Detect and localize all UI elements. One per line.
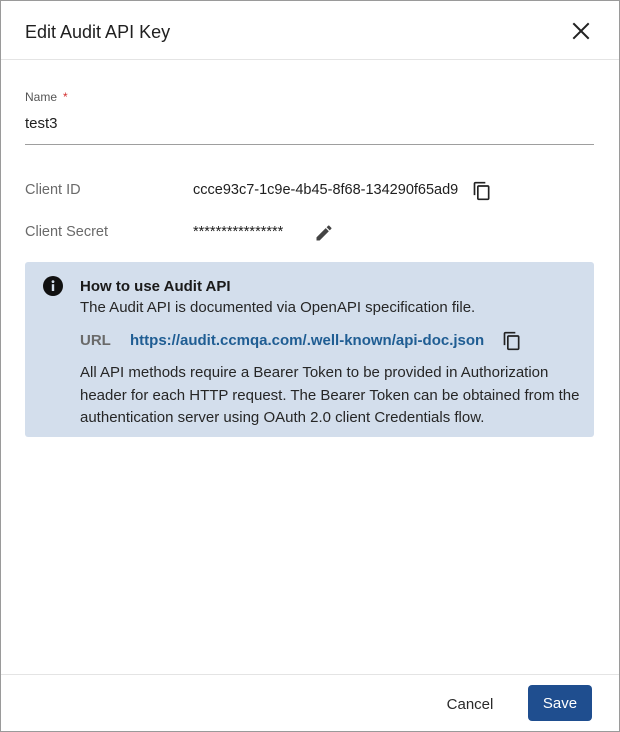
edit-client-secret-button[interactable] bbox=[314, 223, 334, 243]
info-icon bbox=[43, 276, 63, 296]
client-id-label: Client ID bbox=[25, 182, 81, 198]
copy-url-button[interactable] bbox=[502, 331, 522, 351]
name-input[interactable] bbox=[25, 111, 594, 145]
close-button[interactable] bbox=[569, 19, 593, 43]
client-id-value: ccce93c7-1c9e-4b45-8f68-134290f65ad9 bbox=[193, 182, 459, 198]
url-label: URL bbox=[80, 332, 111, 349]
dialog-title: Edit Audit API Key bbox=[25, 22, 171, 42]
name-label: Name * bbox=[25, 90, 68, 104]
dialog-header bbox=[1, 1, 619, 60]
copy-icon bbox=[472, 181, 492, 201]
client-secret-label: Client Secret bbox=[25, 224, 109, 240]
info-panel bbox=[25, 262, 594, 437]
info-heading: How to use Audit API bbox=[80, 278, 231, 295]
info-body: All API methods require a Bearer Token to be provided in Authorization header for each HTTP request. The Bearer Token can be obtained from the authentication server using OAuth 2.0 client Credentials flow. bbox=[80, 364, 580, 426]
info-description: The Audit API is documented via OpenAPI specification file. bbox=[80, 299, 476, 316]
client-secret-value: **************** bbox=[193, 224, 284, 240]
api-doc-link[interactable]: https://audit.ccmqa.com/.well-known/api-doc.json bbox=[130, 332, 485, 349]
cancel-button[interactable]: Cancel bbox=[433, 686, 507, 722]
close-icon bbox=[569, 19, 593, 43]
dialog-footer bbox=[1, 674, 619, 732]
required-mark: * bbox=[63, 90, 68, 104]
save-button[interactable]: Save bbox=[528, 685, 592, 721]
copy-icon bbox=[502, 331, 522, 351]
copy-client-id-button[interactable] bbox=[472, 181, 492, 201]
pencil-icon bbox=[314, 223, 334, 243]
